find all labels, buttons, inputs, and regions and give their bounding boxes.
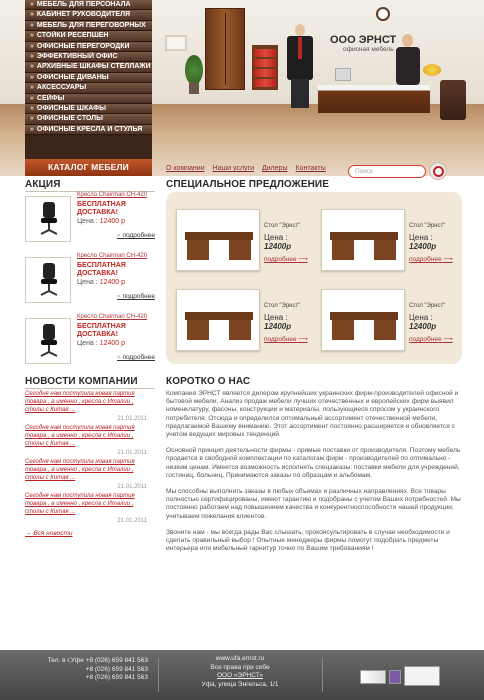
desk-thumbnail[interactable] <box>321 289 405 351</box>
price-label: Цена : <box>409 313 433 322</box>
news-link[interactable]: Сегодня нам поступила новая партия товара , а именно , кресла с Италии , столы с Китая ... <box>25 425 135 447</box>
offer-price <box>264 233 316 251</box>
about-paragraph: Основной принцип деятельности фирмы - прямые поставки от производителя. Поэтому мебель продается в свободной комплектации по каталогам фирм - производителей по оптимально - низким ценам. Имеется возможность исполнять спецзаказы: поставки мебели для учреждений, гостиниц, больниц. Принимаются заказы по образцам и альбомам. <box>166 447 461 479</box>
clock-icon <box>376 7 390 21</box>
price-value: 12400р <box>264 322 292 331</box>
about-paragraph: Компания ЭРНСТ является дилером крупнейших украинских фирм-производителей офисной и бытовой мебели. Анализ продаж мебели лучших отечественных и европейских фирм выявил номенклатуру, фасоны, конструкции и материалы, пользующиеся спросом у украинского потребителя. Отсюда и определился оптимальный ассортимент отечественной мебели, предлагаемой Вашему вниманию. Этот ассортимент постоянно расширяется и обновляется с учетом ведущих мировых тенденций. <box>166 390 459 439</box>
promo-product-link[interactable]: Кресло Chairman CH-420 <box>77 314 148 320</box>
search-icon[interactable] <box>429 162 447 180</box>
news-date: 21.01.2011 <box>117 518 147 524</box>
nav-services[interactable]: Наши услуги <box>212 165 254 172</box>
price-value: 12400 р <box>99 340 125 347</box>
menu-item[interactable]: » ОФИСНЫЕ КРЕСЛА И СТУЛЬЯ <box>25 125 152 135</box>
monitor-image <box>335 68 351 81</box>
chair-icon <box>39 202 59 236</box>
offer-price <box>409 233 461 251</box>
price-value: 12400 р <box>99 218 125 225</box>
counter-badge[interactable] <box>360 670 386 684</box>
price-value: 12400р <box>409 242 437 251</box>
more-link[interactable]: подробнее ⟶ <box>264 255 308 263</box>
offer-name: Стол "Эрнст" <box>409 223 446 229</box>
menu-item[interactable]: » СЕЙФЫ <box>25 94 152 104</box>
menu-item[interactable]: » ОФИСНЫЕ ДИВАНЫ <box>25 73 152 83</box>
price-label: Цена : <box>264 233 288 242</box>
desk-thumbnail[interactable] <box>321 209 405 271</box>
promo-price <box>77 279 125 286</box>
offer-card <box>321 209 461 287</box>
menu-item[interactable]: » МЕБЕЛЬ ДЛЯ ПЕРЕГОВОРНЫХ <box>25 21 152 31</box>
more-link[interactable]: подробнее ⟶ <box>264 335 308 343</box>
menu-item[interactable]: » КАБИНЕТ РУКОВОДИТЕЛЯ <box>25 10 152 20</box>
promo-title: АКЦИЯ <box>25 179 61 190</box>
price-label: Цена : <box>409 233 433 242</box>
promo-price <box>77 340 125 347</box>
promo-item <box>25 192 155 248</box>
desk-image <box>318 85 430 113</box>
special-offer-box <box>166 192 462 364</box>
news-date: 21.01.2011 <box>117 484 147 490</box>
promo-product-link[interactable]: Кресло Chairman CH-420 <box>77 253 148 259</box>
company-subtitle: офисная мебель <box>343 46 394 53</box>
news-date: 21.01.2011 <box>117 416 147 422</box>
wall-frame <box>165 35 187 51</box>
search-input[interactable]: Поиск <box>348 165 426 178</box>
about-paragraph: Звоните нам - мы всегда рады Вас слышать, проконсультировать в случае необходимости и сделать правильный выбор ! Опытные менеджеры фирмы помогут подобрать предметы интерьера или мебельный гарнитур точно по Вашим требованиям ! <box>166 528 450 553</box>
more-link[interactable]: подробнее ⟶ <box>409 335 453 343</box>
free-delivery-label: БЕСПЛАТНАЯ ДОСТАВКА! <box>77 201 126 216</box>
price-label: Цена : <box>77 340 98 347</box>
news-link[interactable]: Сегодня нам поступила новая партия товара , а именно , кресла с Италии , столы с Китая ... <box>25 493 135 515</box>
promo-item <box>25 253 155 309</box>
offer-price <box>409 313 461 331</box>
menu-item[interactable]: » АРХИВНЫЕ ШКАФЫ СТЕЛЛАЖИ <box>25 62 152 72</box>
news-link[interactable]: Сегодня нам поступила новая партия товара , а именно , кресла с Италии , столы с Китая ... <box>25 459 135 481</box>
more-link[interactable]: » подробнее <box>117 293 155 300</box>
divider <box>25 388 155 389</box>
footer-divider <box>322 658 323 692</box>
phone-line: +8 (026) 659 841 563 <box>85 665 148 673</box>
chair-icon <box>39 324 59 358</box>
chair-thumbnail[interactable] <box>25 318 71 364</box>
nav-contacts[interactable]: Контакты <box>295 165 326 172</box>
news-item <box>25 492 147 524</box>
promo-price <box>77 218 125 225</box>
price-value: 12400р <box>264 242 292 251</box>
more-link[interactable]: » подробнее <box>117 232 155 239</box>
offer-name: Стол "Эрнст" <box>264 303 301 309</box>
plant-icon <box>185 55 203 85</box>
cabinet-image <box>205 8 245 90</box>
footer-phones <box>20 657 148 683</box>
footer-company-link[interactable]: ООО «ЭРНСТ» <box>216 672 264 679</box>
company-logo[interactable] <box>330 34 480 53</box>
menu-item[interactable]: » АКСЕССУАРЫ <box>25 83 152 93</box>
footer <box>0 650 484 700</box>
footer-divider <box>158 658 159 692</box>
about-paragraph: Мы способны выполнить заказы в любых объемах и различных направлениях. Все товары полностью сертифицированы, имеют гарантию и подобраны с учетом Ваших потребностей. Мы постоянно работаем над повышением качества и конкурентноспособности нашей продукции, учитываем пожелания клиентов. <box>166 488 461 520</box>
header-banner <box>0 0 484 176</box>
free-delivery-label: БЕСПЛАТНАЯ ДОСТАВКА! <box>77 262 126 277</box>
chair-image <box>440 80 466 120</box>
all-news-link[interactable]: → Вся новости <box>25 530 73 537</box>
news-date: 21.01.2011 <box>117 450 147 456</box>
counter-badge[interactable] <box>389 670 401 684</box>
chair-thumbnail[interactable] <box>25 257 71 303</box>
top-nav <box>166 165 326 172</box>
plant-pot <box>189 82 199 94</box>
chair-icon <box>39 263 59 297</box>
about-text <box>166 390 462 561</box>
footer-rights: Все права при себе <box>210 663 270 671</box>
businessman-image <box>287 24 313 108</box>
catalog-menu <box>25 0 152 176</box>
menu-item[interactable]: » ОФИСНЫЕ СТОЛЫ <box>25 114 152 124</box>
flowers-image <box>423 64 441 76</box>
offer-name: Стол "Эрнст" <box>264 223 301 229</box>
catalog-title[interactable]: КАТАЛОГ МЕБЕЛИ <box>25 159 152 176</box>
news-item <box>25 424 147 456</box>
offer-name: Стол "Эрнст" <box>409 303 446 309</box>
menu-item[interactable]: » ОФИСНЫЕ ШКАФЫ <box>25 104 152 114</box>
phone-line: +8 (026) 659 841 563 <box>85 674 148 681</box>
offer-price <box>264 313 316 331</box>
offer-card <box>176 209 316 287</box>
binders-shelf <box>252 45 278 90</box>
promo-item <box>25 314 155 370</box>
offer-card <box>176 289 316 367</box>
more-link[interactable]: подробнее ⟶ <box>409 255 453 263</box>
menu-item[interactable]: » СТОЙКИ РЕСЕПШЕН <box>25 31 152 41</box>
desk-thumbnail[interactable] <box>176 209 260 271</box>
news-item <box>25 458 147 490</box>
nav-about[interactable]: О компании <box>166 165 205 172</box>
price-label: Цена : <box>264 313 288 322</box>
free-delivery-label: БЕСПЛАТНАЯ ДОСТАВКА! <box>77 323 126 338</box>
price-label: Цена : <box>77 218 98 225</box>
phone-line: Тел. в г.Уфе +8 (026) 659 841 563 <box>47 657 148 664</box>
chair-thumbnail[interactable] <box>25 196 71 242</box>
footer-site[interactable]: www.ufa.ernst.ru <box>215 655 265 662</box>
news-link[interactable]: Сегодня нам поступила новая партия товара , а именно , кресла с Италии , столы с Китая ... <box>25 391 135 413</box>
news-item <box>25 390 147 422</box>
menu-item[interactable]: » ОФИСНЫЕ ПЕРЕГОРОДКИ <box>25 42 152 52</box>
price-value: 12400 р <box>99 279 125 286</box>
news-title: НОВОСТИ КОМПАНИИ <box>25 376 138 387</box>
footer-info <box>175 655 305 689</box>
price-value: 12400р <box>409 322 437 331</box>
offer-card <box>321 289 461 367</box>
desk-thumbnail[interactable] <box>176 289 260 351</box>
price-label: Цена : <box>77 279 98 286</box>
menu-item[interactable]: » ЭФФЕКТИВНЫЙ ОФИС <box>25 52 152 62</box>
promo-product-link[interactable]: Кресло Chairman CH-420 <box>77 192 148 198</box>
counter-badge[interactable] <box>404 666 440 686</box>
more-link[interactable]: » подробнее <box>117 354 155 361</box>
footer-address: Уфа, улица Энгельса, 1/1 <box>201 680 279 688</box>
company-name: ООО ЭРНСТ <box>330 34 397 46</box>
special-title: СПЕЦИАЛЬНОЕ ПРЕДЛОЖЕНИЕ <box>166 179 329 190</box>
menu-item[interactable]: » МЕБЕЛЬ ДЛЯ ПЕРСОНАЛА <box>25 0 152 10</box>
about-title: КОРОТКО О НАС <box>166 376 251 387</box>
nav-dealers[interactable]: Дилеры <box>262 165 288 172</box>
